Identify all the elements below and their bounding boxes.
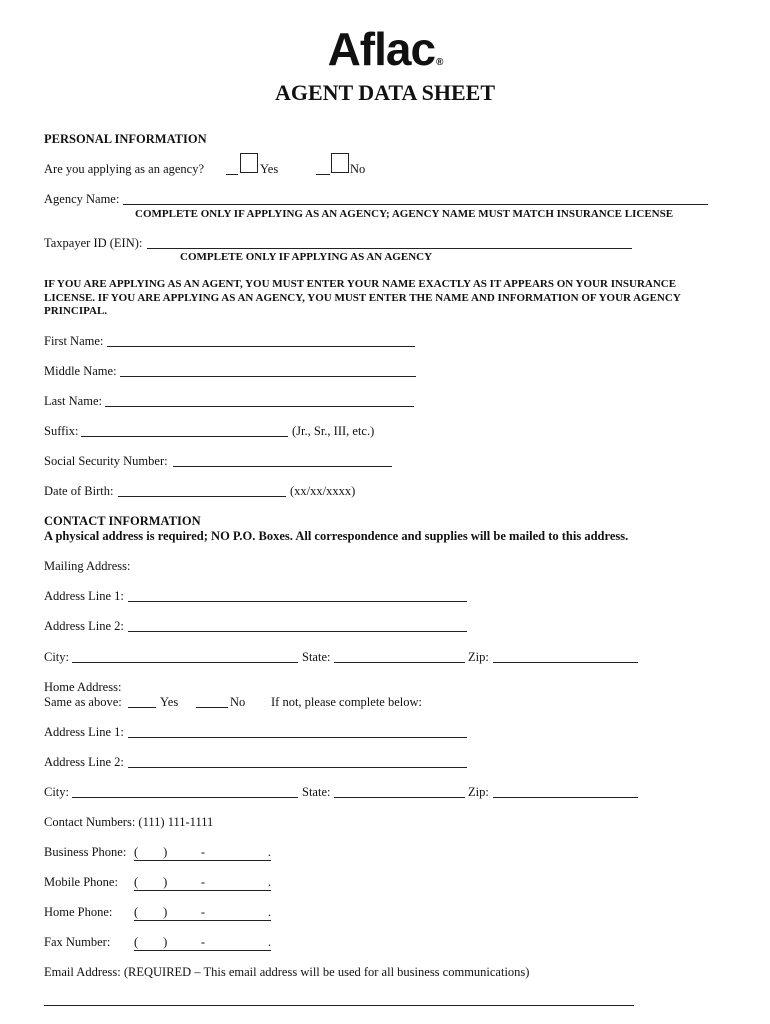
- same-no-field[interactable]: [196, 707, 228, 708]
- contact-info-heading: CONTACT INFORMATION: [44, 514, 201, 528]
- same-yes-label: Yes: [160, 695, 179, 709]
- agency-yes-line: [226, 174, 238, 175]
- agency-yes-label: Yes: [260, 162, 279, 176]
- fax-number-label: Fax Number:: [44, 935, 111, 949]
- agency-name-label: Agency Name:: [44, 192, 120, 206]
- agency-name-field[interactable]: [123, 204, 708, 205]
- home-address1-label: Address Line 1:: [44, 725, 124, 739]
- mailing-address-label: Mailing Address:: [44, 559, 131, 573]
- home-state-label: State:: [302, 785, 331, 799]
- home-phone-label: Home Phone:: [44, 905, 113, 919]
- home-city-label: City:: [44, 785, 70, 799]
- ssn-label: Social Security Number:: [44, 454, 168, 468]
- mailing-address2-label: Address Line 2:: [44, 619, 124, 633]
- suffix-hint: (Jr., Sr., III, etc.): [292, 424, 375, 438]
- email-address-label: Email Address: (REQUIRED – This email address will be used for all business communications): [44, 965, 530, 979]
- email-address-field[interactable]: [44, 1005, 634, 1006]
- dob-hint: (xx/xx/xxxx): [290, 484, 356, 498]
- last-name-label: Last Name:: [44, 394, 102, 408]
- taxpayer-id-note: COMPLETE ONLY IF APPLYING AS AN AGENCY: [180, 251, 433, 263]
- last-name-field[interactable]: [105, 406, 414, 407]
- agency-yes-checkbox[interactable]: [240, 153, 258, 173]
- middle-name-field[interactable]: [120, 376, 416, 377]
- agency-question: Are you applying as an agency?: [44, 162, 205, 176]
- mobile-phone-label: Mobile Phone:: [44, 875, 118, 889]
- fax-number-field[interactable]: ( ) - .: [134, 935, 271, 949]
- mailing-zip-label: Zip:: [468, 650, 489, 664]
- mailing-state-label: State:: [302, 650, 331, 664]
- home-address2-label: Address Line 2:: [44, 755, 124, 769]
- home-phone-field[interactable]: ( ) - .: [134, 905, 271, 919]
- mailing-zip-field[interactable]: [493, 662, 638, 663]
- home-city-field[interactable]: [72, 797, 298, 798]
- home-address-label: Home Address:: [44, 680, 122, 694]
- ssn-field[interactable]: [173, 466, 392, 467]
- same-as-above-label: Same as above:: [44, 695, 122, 709]
- suffix-field[interactable]: [81, 436, 288, 437]
- taxpayer-id-field[interactable]: [147, 248, 632, 249]
- home-state-field[interactable]: [334, 797, 465, 798]
- name-instructions: IF YOU ARE APPLYING AS AN AGENT, YOU MUST ENTER YOUR NAME EXACTLY AS IT APPEARS ON YOUR INSURANCE LICENSE. IF YOU ARE APPLYING AS AN AGENCY, YOU MUST ENTER THE NAME AND INFORMATION OF YOUR AGENCY PRINCIPAL.: [44, 278, 681, 317]
- home-address1-field[interactable]: [128, 737, 467, 738]
- mailing-state-field[interactable]: [334, 662, 465, 663]
- mailing-address1-field[interactable]: [128, 601, 467, 602]
- same-yes-field[interactable]: [128, 707, 156, 708]
- home-address2-field[interactable]: [128, 767, 467, 768]
- suffix-label: Suffix:: [44, 424, 79, 438]
- page-title: AGENT DATA SHEET: [274, 80, 496, 105]
- business-phone-field[interactable]: ( ) - .: [134, 845, 271, 859]
- home-zip-field[interactable]: [493, 797, 638, 798]
- agency-no-label: No: [350, 162, 366, 176]
- agency-no-checkbox[interactable]: [331, 153, 349, 173]
- same-note: If not, please complete below:: [271, 695, 422, 709]
- dob-field[interactable]: [118, 496, 286, 497]
- agency-name-note: COMPLETE ONLY IF APPLYING AS AN AGENCY; AGENCY NAME MUST MATCH INSURANCE LICENSE: [135, 208, 674, 220]
- mailing-address2-field[interactable]: [128, 631, 467, 632]
- first-name-field[interactable]: [107, 346, 415, 347]
- contact-info-subheading: A physical address is required; NO P.O. Boxes. All correspondence and supplies will be mailed to this address.: [44, 529, 629, 543]
- personal-info-heading: PERSONAL INFORMATION: [44, 132, 207, 146]
- mailing-city-label: City:: [44, 650, 70, 664]
- agency-no-line: [316, 174, 330, 175]
- registered-mark: ®: [436, 57, 443, 68]
- home-zip-label: Zip:: [468, 785, 489, 799]
- first-name-label: First Name:: [44, 334, 104, 348]
- taxpayer-id-label: Taxpayer ID (EIN):: [44, 236, 143, 250]
- mobile-phone-field[interactable]: ( ) - .: [134, 875, 271, 889]
- middle-name-label: Middle Name:: [44, 364, 117, 378]
- mailing-city-field[interactable]: [72, 662, 298, 663]
- mailing-address1-label: Address Line 1:: [44, 589, 124, 603]
- aflac-logo: [0, 22, 770, 76]
- dob-label: Date of Birth:: [44, 484, 114, 498]
- business-phone-label: Business Phone:: [44, 845, 127, 859]
- logo-text: Aflac: [327, 23, 436, 75]
- contact-numbers-label: Contact Numbers: (111) 111-1111: [44, 815, 214, 829]
- same-no-label: No: [230, 695, 246, 709]
